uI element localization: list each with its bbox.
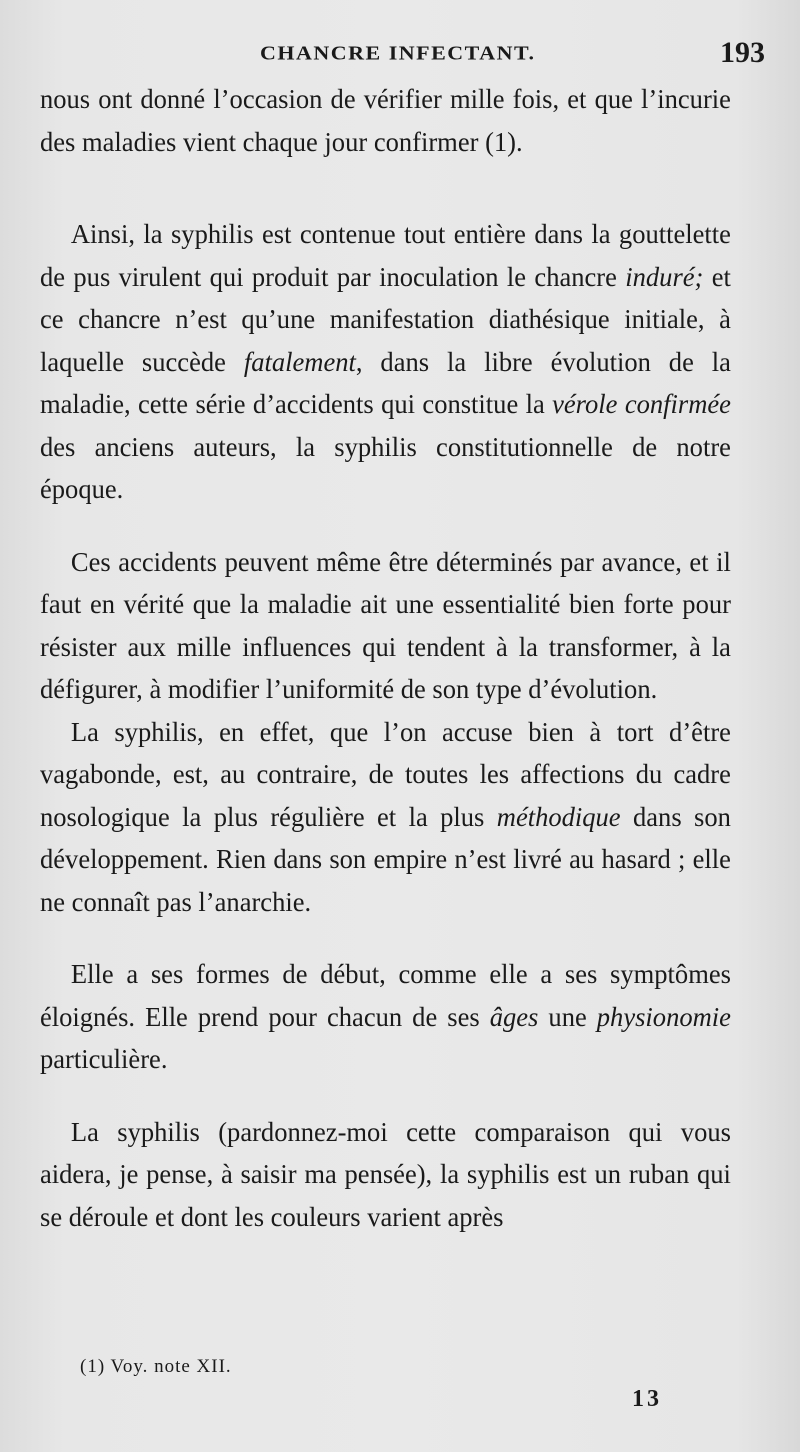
page-header [40,36,765,76]
text-run: nous ont donné l’occasion de vérifier mille fois, et que l’incurie des maladies vient chaque jour confirmer (1). [40,83,731,157]
paragraph [40,953,731,1081]
italic-run: physionomie [596,1000,731,1032]
running-head: CHANCRE INFECTANT. [260,41,536,65]
italic-run: fatalement [243,345,356,377]
paragraph [40,1111,731,1239]
text-run: Elle a ses formes de début, comme elle a ses symptômes éloignés. Elle prend pour chacun de ses [40,958,731,1032]
footnote: (1) Voy. note XII. [80,1356,232,1377]
text-run: La syphilis, en effet, que l’on accuse bien à tort d’être vagabonde, est, au contraire, de toutes les affections du cadre nosologique la plus régulière et la plus [40,715,731,832]
body-text [40,78,731,1238]
text-run: dans son développement. Rien dans son empire n’est livré au hasard ; elle ne connaît pas l’anarchie. [40,800,731,917]
text-run: des anciens auteurs, la syphilis constitutionnelle de notre époque. [40,430,731,504]
text-run: particulière. [40,1043,168,1074]
text-run: Ces accidents peuvent même être déterminés par avance, et il faut en vérité que la maladie ait une essentialité bien forte pour résister aux mille influences qui tendent à la transformer, à la défigurer, à modifier l’uniformité de son type d’évolution. [40,545,731,704]
paragraph [40,213,731,511]
italic-run: méthodique [496,800,621,832]
italic-run: âges [489,1000,539,1032]
italic-run: vérole confirmée [552,388,731,419]
text-run: , dans la libre évolution de la maladie, cette série d’accidents qui constitue la [40,345,731,419]
paragraph [40,78,731,163]
paragraph [40,541,731,711]
paragraph [40,711,731,924]
text-run: et ce chancre n’est qu’une manifestation diathésique initiale, à laquelle succède [40,260,731,377]
text-run: une [538,1000,597,1032]
text-run: La syphilis (pardonnez-moi cette comparaison qui vous aidera, je pense, à saisir ma pensée), la syphilis est un ruban qui se déroule et dont les couleurs varient après [40,1115,731,1232]
italic-run: induré; [625,260,704,292]
signature-mark: 13 [632,1386,662,1412]
text-run: Ainsi, la syphilis est contenue tout entière dans la gouttelette de pus virulent qui produit par inoculation le chancre [40,218,731,292]
page-number: 193 [720,36,765,69]
